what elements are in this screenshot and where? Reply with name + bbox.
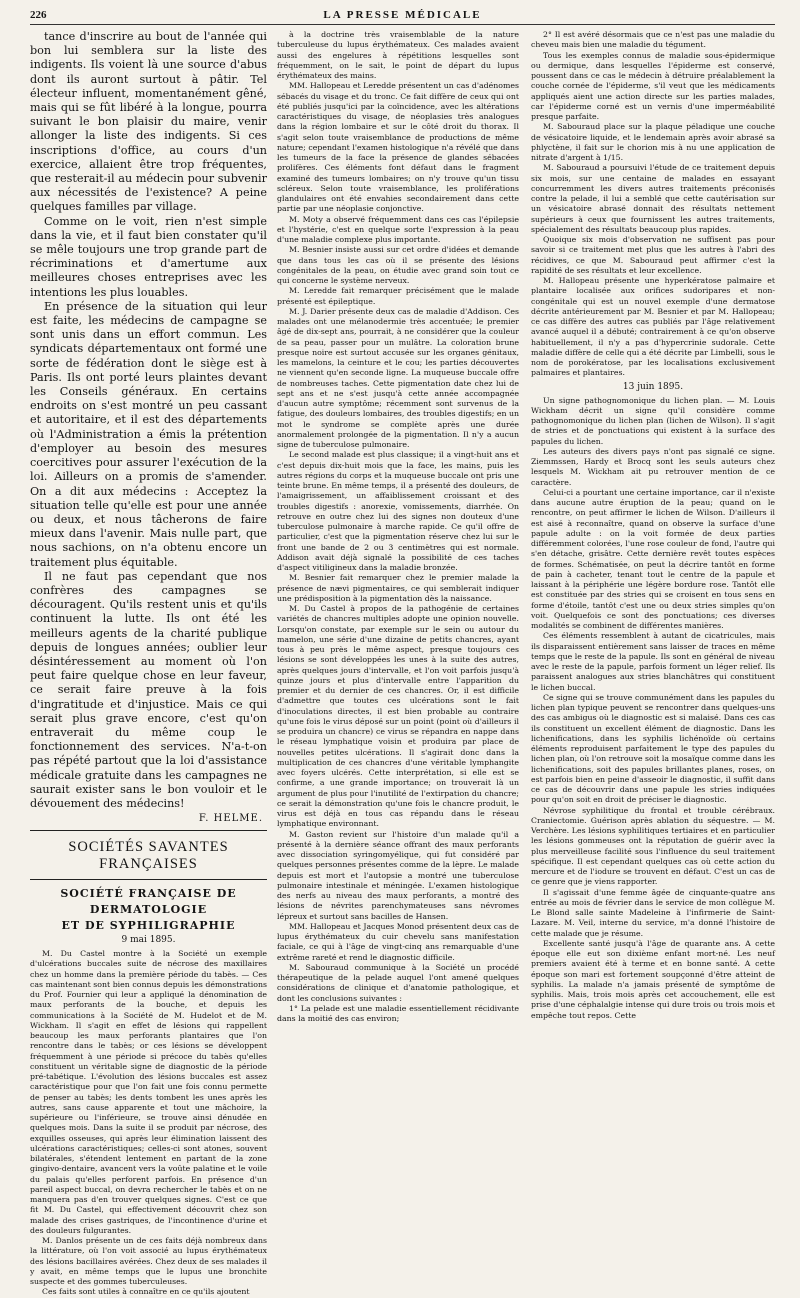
paragraph: Celui-ci a pourtant une certaine importance, car il n'existe dans aucune autre éruption de la peau; quand on le rencontre, on peut affirmer le lichen de Wilson. D'ailleurs il est aisé à reconnaître, quand on observe la surface d'une papule adulte : on la voit formée de deux parties différemment colorées, l'une rose couleur de fond, l'autre qui s'en détache, grisâtre. Cette dernière revêt toutes espèces de formes. Schématisée, on peut la décrire tantôt en forme de pain à cacheter, tenant tout le centre de la papule et laissant à la périphérie une légère bordure rose. Tantôt elle est constituée par des stries qui se croisent en tous sens en forme d'étoile, tantôt c'est une ou deux stries simples qu'on voit. Quelquefois ce sont des ponctuations; ces diverses modalités se combinent de différentes manières. [531,487,775,630]
paragraph: M. Moty a observé fréquemment dans ces cas l'épilepsie et l'hystérie, c'est en quelque sorte l'expression à la peau d'une maladie complexe plus importante. [277,214,519,244]
paragraph: à la doctrine très vraisemblable de la nature tuberculeuse du lupus érythémateux. Ces malades avaient aussi des engelures à répétitions lesquelles sont fréquemment, on le sait, le point de départ du lupus érythémateux des mains. [277,30,519,80]
paragraph: Ces éléments ressemblent à autant de cicatricules, mais ils disparaissent entièrement sans laisser de traces en même temps que le reste de la papule. Ils sont en général de niveau avec le reste de la papule, parfois forment un léger relief. Ils paraissent analogues aux stries blanchâtres qui constituent le lichen buccal. [531,631,775,692]
paragraph: M. Du Castel à propos de la pathogénie de certaines variétés de chancres multiples adopte une opinion nouvelle. Lorsqu'on constate, par exemple sur le sein ou autour du mamelon, une série d'une dizaine de petits chancres, ayant tous à peu près le même aspect, presque toujours ces lésions se sont développées les unes à la suite des autres, après quelques jours d'intervalle, et l'on voit parfois jusqu'à quinze jours et plus d'intervalle entre l'apparition du premier et du dernier de ces chancres. Or, il est difficile d'admettre que toutes ces ulcérations sont le fait d'inoculations directes, il est bien probable au contraire qu'une fois le virus déposé sur un point (point où d'ailleurs il se produira un chancre) ce virus se répandra en nappe dans le réseau lymphatique voisin et produira par place de nouvelles petites ulcérations. Il s'agirait donc dans la multiplication de ces chancres d'une véritable lymphangite avec foyers ulcérés. Cette interprétation, si elle est se confirme, a une grande importance; on trouverait là un argument de plus pour l'inutilité de l'extirpation du chancre; ce serait la démonstration qu'une fois le chancre produit, le virus est déjà en tous cas répandu dans le réseau lymphatique environnant. [277,604,519,829]
paragraph: Ces faits sont utiles à connaître en ce qu'ils ajoutent [42,1287,250,1297]
paragraph: M. J. Darier présente deux cas de maladie d'Addison. Ces malades ont une mélanodermie très accentuée; le premier âgé de dix-sept ans, pourrait, à ne considérer que la couleur de sa peau, passer pour un mulâtre. La coloration brune presque noire est surtout accusée sur les organes génitaux, les mamelons, la ceinture et le cou; les parties découvertes ne viennent qu'en seconde ligne. La muqueuse buccale offre de nombreuses taches. Cette pigmentation date chez lui de sept ans et ne s'est jusqu'à cette année accompagnée d'aucun autre symptôme; récemment sont survenus de la fatigue, des douleurs lombaires, des troubles digestifs; en un mot le syndrome se complète après une durée anormalement prolongée de la pigmentation. Il n'y a aucun signe de tuberculose pulmonaire. [277,306,519,449]
editorial-text [30,30,267,811]
column-3 [531,30,775,1110]
divider [30,830,267,831]
paragraph: M. Sabouraud a poursuivi l'étude de ce traitement depuis six mois, sur une centaine de malades en essayant concurremment les divers autres traitements préconisés contre la pelade, il lui a semblé que cette cautérisation sur un vésicatoire abrasé donnait des résultats nettement supérieurs à ceux que fournissent les autres traitements, spécialement des résultats beaucoup plus rapides. [531,163,775,234]
paragraph: M. Sabouraud place sur la plaque péladique une couche de vésicatoire liquide, et le lendemain après avoir abrasé sa phlyctène, il fait sur le chorion mis à nu une application de nitrate d'argent à 1/15. [531,122,775,162]
paragraph: Quoique six mois d'observation ne suffisent pas pour savoir si ce traitement met plus que les autres à l'abri des récidives, ce que M. Sabouraud peut affirmer c'est la rapidité de ses résultats et leur excellence. [531,235,775,275]
page-number: 226 [30,9,47,21]
paragraph: 1° La pelade est une maladie essentiellement récidivante dans la moitié des cas environ; [277,1003,519,1023]
session-date: 13 juin 1895. [622,381,684,392]
paragraph: En présence de la situation qui leur est faite, les médecins de campagne se sont unis dans un effort commun. Les syndicats départementaux ont formé une sorte de fédération dont le siège est à Paris. Ils ont porté leurs plaintes devant les Conseils généraux. En certains endroits on s'est montré un peu cassant et autoritaire, et il est des départements où l'Administration a émis la prétention d'employer au besoin des mesures coercitives pour assurer l'exécution de la loi. Ailleurs on a promis de s'amender. On a dit aux médecins : Acceptez la situation telle qu'elle est pour une année ou deux, et nous tâcherons de faire mieux dans l'avenir. Mais nulle part, que nous sachions, on n'a obtenu encore un traitement plus équitable. [30,299,267,569]
paragraph: Le second malade est plus classique; il a vingt-huit ans et c'est depuis dix-huit mois que la face, les mains, puis les autres régions du corps et la muqueuse buccale ont pris une teinte brune. En même temps, il a présenté des douleurs, de l'amaigrissement, un affaiblissement croissant et des troubles digestifs : anorexie, vomissements, diarrhée. On retrouve en outre chez lui des signes non douteux d'une tuberculose pulmonaire à marche rapide. Ce qu'il offre de particulier, c'est que la pigmentation réserve chez lui sur le front une bande de 2 ou 3 centimètres qui est normale. Addison avait déjà signalé la possibilité de ces taches d'aspect vitiligineux dans la maladie bronzée. [277,450,519,572]
paragraph: 2° Il est avéré désormais que ce n'est pas une maladie du cheveu mais bien une maladie du tégument. [531,30,775,50]
paragraph: M. Besnier insiste aussi sur cet ordre d'idées et demande que dans tous les cas où il se présente des lésions congénitales de la peau, on étudie avec grand soin tout ce qui concerne le système nerveux. [277,245,519,285]
section-title: SOCIÉTÉS SAVANTES FRANÇAISES [68,839,229,873]
paragraph: tance d'inscrire au bout de l'année qui bon lui semblera sur la liste des indigents. Ils voient là une source d'abus dont ils auront surtout à pâtir. Tel électeur influent, momentanément gêné, mais qui se fût libéré à la longue, pourra suivant le bon plaisir du maire, venir allonger la liste des indigents. Si ces inscriptions d'office, au cours d'un exercice, allaient être trop fréquentes, que resterait-il au médecin pour subvenir aux nécessités de l'existence? A peine quelques familles par village. [30,30,267,214]
paragraph: Comme on le voit, rien n'est simple dans la vie, et il faut bien constater qu'il se mêle toujours une trop grande part de récriminations et d'amertume aux meilleures choses entreprises avec les intentions les plus louables. [30,214,267,299]
paragraph: M. Hallopeau présente une hyperkératose palmaire et plantaire localisée aux orifices sudoripares et non-congénitale qui est un nouvel exemple d'une dermatose décrite antérieurement par M. Besnier et par M. Hallopeau; ce cas diffère des autres cas publiés par l'âge relativement avancé auquel il a débuté; contrairement à ce qu'on observe habituellement, il n'y a pas d'hypercrinie sudorale. Cette maladie diffère de celle qui a été décrite par Limbelli, sous le nom de porokératose, par les localisations exclusivement palmaires et plantaires. [531,276,775,378]
column-1 [30,30,267,1297]
signature: F. HELME. [198,813,263,825]
column-2 [277,30,519,1110]
society-title-line: ET DE SYPHILIGRAPHIE [61,919,236,933]
paragraph: M. Sabouraud communique à la Société un procédé thérapeutique de la pelade auquel l'ont amené quelques considérations de clinique et d'anatomie pathologique, et dont les conclusions suivantes : [277,962,519,1003]
paragraph: M. Du Castel montre à la Société un exemple d'ulcérations buccales suite de nécrose des maxillaires chez un homme dans la première période du tabès. — Ces cas maintenant sont bien connus depuis les démonstrations du Prof. Fournier qui leur a appliqué la dénomination de maux perforants de la bouche, et depuis les communications à la Société de M. Hudelot et de M. Wickham. Il s'agit en effet de lésions qui rappellent beaucoup les maux perforants plantaires que l'on rencontre dans le tabès; or ces lésions se développent fréquemment à une période si précoce du tabès qu'elles constituent un véritable signe de diagnostic de la période pré-tabétique. L'évolution des lésions buccales est assez caractéristique pour que l'on fait une fois connu permette de penser au tabès; les dents tombent les unes après les autres, sans cause apparente et tout une mâchoire, la supérieure ou l'inférieure, se trouve ainsi dénudée en quelques mois. Dans la suite il se produit par nécrose, des exquilles osseuses, qui après leur élimination laissent des ulcérations caractéristiques; celles-ci sont atones, souvent bilatérales, s'étendent lentement en partant de la zone gingivo-dentaire, avancent vers la voûte palatine et le voile du palais qu'elles perforent parfois. En présence d'un pareil aspect buccal, on devra rechercher le tabès et on ne manquera pas d'en trouver quelques signes. C'est ce que fit M. Du Castel, qui effectivement découvrit chez son malade des crises gastriques, de l'incontinence d'urine et des douleurs fulgurantes. [30,949,267,1235]
paragraph: MM. Hallopeau et Jacques Monod présentent deux cas de lupus érythémateux du cuir chevelu sans manifestation faciale, ce qui à l'âge de vingt-cinq ans remarquable d'une extrême rareté et rend le diagnostic difficile. [277,921,519,962]
journal-title: LA PRESSE MÉDICALE [323,9,482,21]
paragraph: Ce signe qui se trouve communément dans les papules du lichen plan typique peuvent se rencontrer dans quelques-uns des cas ambigus où le diagnostic est si malaisé. Dans ces cas ils constituent un excellent élément de diagnostic. Dans les lichenifications, dans les syphilis lichénoïde où certains éléments reproduisent parfaitement le type des papules du lichen plan, où l'on retrouve soit la mosaïque comme dans les lichenifications, soit des papules brillantes planes, roses, on est parfois bien en peine d'asseoir le diagnostic, il suffit dans ce cas de découvrir dans une papule les stries indiquées pour qu'on soit en droit de préciser le diagnostic. [531,692,775,805]
paragraph: Excellente santé jusqu'à l'âge de quarante ans. A cette époque elle eut son dixième enfant mort-né. Les neuf premiers avaient été à terme et en bonne santé. A cette époque son mari est fortement soupçonné d'être atteint de syphilis. La malade n'a jamais présenté de symptôme de syphilis. Mais, trois mois après cet accouchement, elle est prise d'une céphalalgie intense qui dure trois ou trois mois et empêche tout repos. Cette [531,938,775,1020]
session-date: 9 mai 1895. [121,935,176,946]
paragraph: Tous les exemples connus de maladie sous-épidermique ou dermique, dans lesquelles l'épiderme est conservé, poussent dans ce cas le médecin à détruire préalablement la couche cornée de l'épiderme, s'il veut que les médicaments appliqués aient une action directe sur les parties malades, car l'épiderme corné est un vernis d'une imperméabilité presque parfaite. [531,50,775,121]
divider [30,879,267,880]
society-title [30,886,267,934]
paragraph: Névrose syphilitique du frontal et trouble cérébraux. Craniectomie. Guérison après ablation du séquestre. — M. Verchère. Les lésions syphilitiques tertiaires et en particulier les lésions gommeuses ont la réputation de guérir avec la plus merveilleuse facilité sous l'influence du seul traitement spécifique. Il est cependant quelques cas où cette action du mercure et de l'iodure se trouvent en défaut. C'est un cas de ce genre que je viens rapporter. [531,805,775,887]
paragraph: Les auteurs des divers pays n'ont pas signalé ce signe. Ziemmssen, Hardy et Brocq sont les seuls auteurs chez lesquels M. Wickham ait pu retrouver mention de ce caractère. [531,446,775,487]
paragraph: Un signe pathognomonique du lichen plan. — M. Louis Wickham décrit un signe qu'il considère comme pathognomonique du lichen plan (lichen de Wilson). Il s'agit de stries et de ponctuations qui existent à la surface des papules du lichen. [531,395,775,446]
paragraph: MM. Hallopeau et Leredde présentent un cas d'adénomes sébacés du visage et du tronc. Ce fait diffère de ceux qui ont été publiés jusqu'ici par la coïncidence, avec les altérations caractéristiques du visage, de néoplasies très analogues dans la région lombaire et sur le côté droit du thorax. Il s'agit selon toute vraisemblance de productions de même nature; cependant l'examen histologique n'a révélé que dans les tumeurs de la face la présence de glandes sébacées prolifères. Ces éléments font défaut dans le fragment examiné des tumeurs lombaires; on n'y trouve qu'un tissu scléreux. Selon toute vraisemblance, les proliférations glandulaires ont été envahies secondairement dans cette partie par une néoplasie conjonctive. [277,81,519,214]
paragraph: M. Danlos présente un de ces faits déjà nombreux dans la littérature, où l'on voit associé au lupus érythémateux des lésions bacillaires avérées. Chez deux de ses malades il y avait, en même temps que le lupus une bronchite suspecte et des gommes tuberculeuses. [30,1236,267,1287]
paragraph: Il ne faut pas cependant que nos confrères des campagnes se découragent. Qu'ils restent unis et qu'ils continuent la lutte. Ils ont été les meilleurs agents de la charité publique depuis de longues années; oublier leur désintéressement au moment où l'on peut faire quelque chose en leur faveur, ce serait faire preuve à la fois d'ingratitude et d'injustice. Mais ce qui serait plus grave encore, c'est qu'on entraverait du même coup le fonctionnement des services. N'a-t-on pas répété partout que la loi d'assistance médicale gratuite dans les campagnes ne saurait exister sans le bon vouloir et le dévouement des médecins! [30,569,267,810]
society-title-line: SOCIÉTÉ FRANÇAISE DE DERMATOLOGIE [60,887,237,917]
paragraph: M. Gaston revient sur l'histoire d'un malade qu'il a présenté à la dernière séance offrant des maux perforants avec dissociation syringomyélique, qui fut considéré par quelques personnes présentes comme de la lèpre. Le malade depuis est mort et l'autopsie a montré une tuberculose pulmonaire intestinale et méningée. L'examen histologique des nerfs au niveau des maux perforants, a montré des lésions de névrites parenchymateuses sans névromes lépreux et surtout sans bacilles de Hansen. [277,829,519,921]
paragraph: M. Leredde fait remarquer précisément que le malade présenté est épileptique. [277,286,519,306]
page-header [30,10,775,25]
paragraph: M. Besnier fait remarquer chez le premier malade la présence de nævi pigmentaires, ce qui semblerait indiquer une prédisposition à la pigmentation dès la naissance. [277,573,519,603]
paragraph: Il s'agissait d'une femme âgée de cinquante-quatre ans entrée au mois de février dans le service de mon collègue M. Le Blond salle sainte Madeleine à l'infirmerie de Saint-Lazare. M. Veil, interne du service, m'a donné l'histoire de cette malade que je résume. [531,887,775,938]
